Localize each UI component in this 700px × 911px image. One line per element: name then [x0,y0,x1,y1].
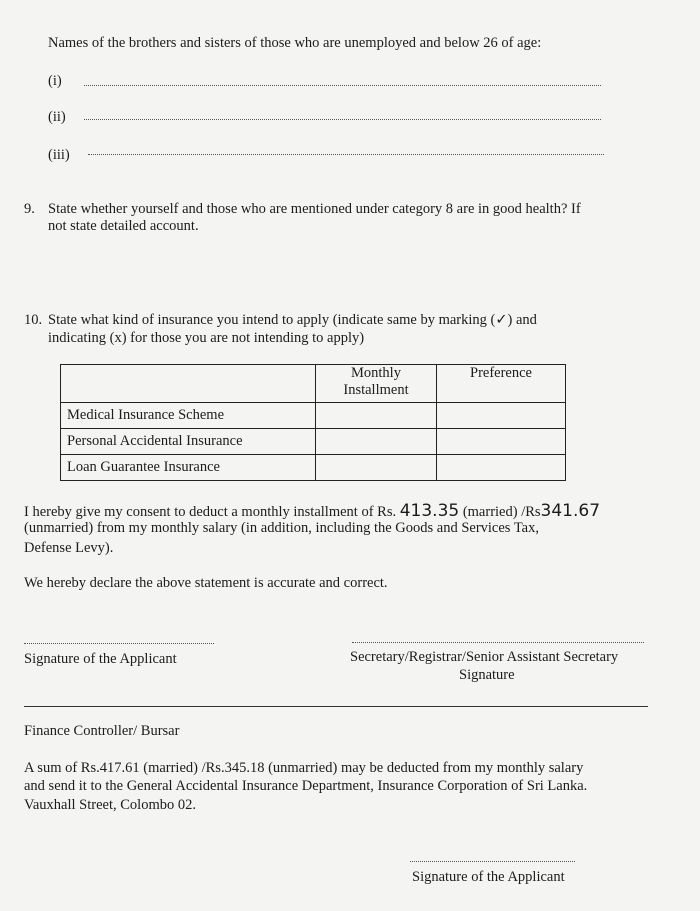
consent-text-part2: (married) /Rs [462,504,541,520]
secretary-title: Secretary/Registrar/Senior Assistant Secretary [350,649,619,665]
table-cell-monthly-installment[interactable] [316,403,437,429]
unmarried-amount-handwritten: 341.67 [540,501,601,521]
table-header-blank [61,365,316,403]
final-signature-label: Signature of the Applicant [412,869,565,885]
consent-line3: Defense Levy). [24,540,114,556]
finance-line3: Vauxhall Street, Colombo 02. [24,797,196,813]
table-row [61,429,566,455]
item-iii-line[interactable] [88,154,604,155]
item-ii-line[interactable] [84,119,601,120]
consent-line2: (unmarried) from my monthly salary (in addition, including the Goods and Services Tax, [24,520,539,536]
consent-text-part1: I hereby give my consent to deduct a monthly installment of Rs. [24,504,397,520]
declaration-text: We hereby declare the above statement is accurate and correct. [24,575,388,591]
married-amount-handwritten: 413.35 [399,501,460,521]
secretary-signature-line[interactable] [352,642,644,643]
section10-line1: State what kind of insurance you intend to apply (indicate same by marking (✓) and [48,312,537,328]
table-header-preference: Preference [437,365,566,403]
table-cell-preference[interactable] [437,403,566,429]
table-cell-monthly-installment[interactable] [316,455,437,481]
insurance-table [60,364,566,481]
finance-line1: A sum of Rs.417.61 (married) /Rs.345.18 (unmarried) may be deducted from my monthly salary [24,760,584,776]
secretary-signature-label: Signature [459,667,515,683]
section9-line1: State whether yourself and those who are mentioned under category 8 are in good health? If [48,201,581,217]
table-cell-insurance-type: Loan Guarantee Insurance [61,455,316,481]
applicant-signature-line[interactable] [24,643,214,644]
section8-heading: Names of the brothers and sisters of those who are unemployed and below 26 of age: [48,35,542,51]
table-header-monthly-installment: Monthly Installment [316,365,437,403]
table-cell-preference[interactable] [437,455,566,481]
section10-line2: indicating (x) for those you are not intending to apply) [48,330,365,346]
item-ii-label: (ii) [48,109,66,125]
section9-line2: not state detailed account. [48,218,199,234]
finance-line2: and send it to the General Accidental Insurance Department, Insurance Corporation of Sri Lanka. [24,778,588,794]
table-header-row [61,365,566,403]
table-row [61,403,566,429]
item-i-label: (i) [48,73,62,89]
item-i-line[interactable] [84,85,601,86]
table-cell-insurance-type: Personal Accidental Insurance [61,429,316,455]
section9-number: 9. [24,201,35,217]
applicant-signature-label: Signature of the Applicant [24,651,177,667]
table-row [61,455,566,481]
item-iii-label: (iii) [48,147,70,163]
table-cell-preference[interactable] [437,429,566,455]
section10-number: 10. [24,312,43,328]
table-cell-insurance-type: Medical Insurance Scheme [61,403,316,429]
table-cell-monthly-installment[interactable] [316,429,437,455]
finance-controller-title: Finance Controller/ Bursar [24,723,180,739]
section-divider [24,706,648,707]
final-signature-line[interactable] [410,861,575,862]
